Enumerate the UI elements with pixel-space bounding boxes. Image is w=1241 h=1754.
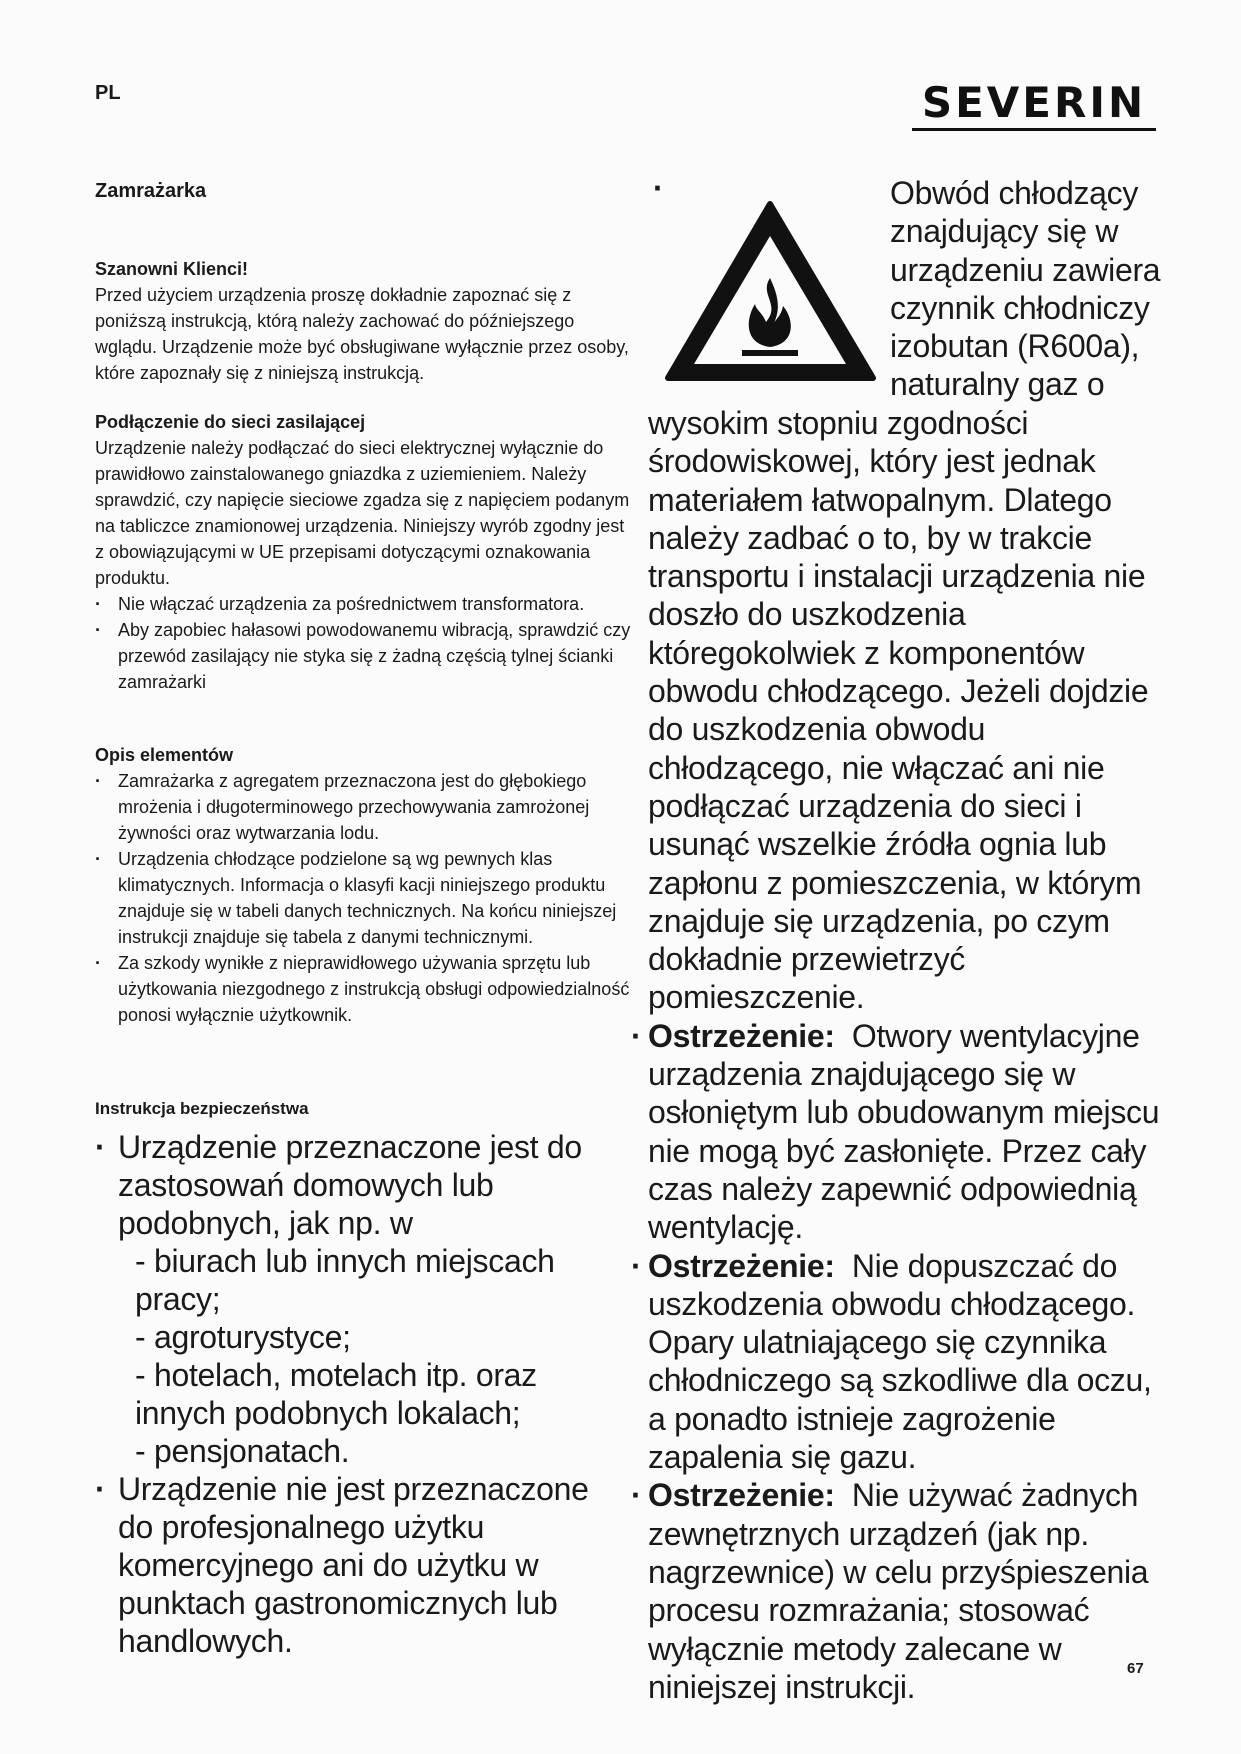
bullet-dot: · [631, 1017, 642, 1054]
bullet-dot: · [631, 1247, 642, 1284]
warning-label: Ostrzeżenie: [648, 1247, 835, 1284]
list-item [95, 1128, 615, 1470]
brand-name: SEVERIN [921, 78, 1147, 127]
warning-text: Otwory wentylacyjne urządzenia znajdującego się w osłoniętym lub obudowanym miejscu nie mogą być zasłonięte. Przez cały czas należy zapewnić odpowiednią wentylację. [648, 1017, 1160, 1246]
warning-text: Nie dopuszczać do uszkodzenia obwodu chłodzącego. Opary ulatniającego się czynnika chłodniczego są szkodliwe dla oczu, a ponadto istnieje zagrożenie zapalenia się gazu. [648, 1247, 1152, 1476]
list-item: · Aby zapobiec hałasowi powodowanemu wibracją, sprawdzić czy przewód zasilający nie styka się z żadną częścią tylnej ścianki zamrażarki [95, 617, 635, 695]
sublist-item: - agroturystyce; [135, 1319, 351, 1355]
logo-underline [912, 128, 1156, 131]
safety-list [95, 1128, 615, 1660]
sublist-item: - hotelach, motelach itp. oraz innych podobnych lokalach; [135, 1357, 537, 1431]
power-bullet-list [95, 591, 635, 695]
safety-sublist [118, 1242, 615, 1470]
language-code: PL [95, 82, 121, 104]
warning-item [631, 1017, 1168, 1247]
page-title: Zamrażarka [95, 180, 207, 202]
power-body: Urządzenie należy podłączać do sieci elektrycznej wyłącznie do prawidłowo zainstalowanego gniazdka z uziemieniem. Należy sprawdzić, czy napięcie sieciowe zgadza się z napięciem podanym na tabliczce znamionowej urządzenia. Niniejszy wyrób zgodny jest z obowiązującymi w UE przepisami dotyczącymi oznakowania produktu. [95, 438, 630, 588]
description-heading: Opis elementów [95, 745, 234, 765]
list-item: · Zamrażarka z agregatem przeznaczona jest do głębokiego mrożenia i długoterminowego przechowywania zamrożonej żywności oraz wytwarzania lodu. [95, 768, 635, 846]
warning-text: Nie używać żadnych zewnętrznych urządzeń (jak np. nagrzewnice) w celu przyśpieszenia procesu rozmrażania; stosować wyłącznie metody zalecane w niniejszej instrukcji. [648, 1477, 1149, 1705]
safety-list-container [95, 1128, 615, 1660]
brand-logo [912, 80, 1156, 131]
sublist-item: - biurach lub innych miejscach pracy; [135, 1243, 555, 1317]
safety-item-1: Urządzenie przeznaczone jest do zastosowań domowych lub podobnych, jak np. w [118, 1129, 582, 1241]
list-item: · Urządzenia chłodzące podzielone są wg pewnych klas klimatycznych. Informacja o klasyfi kacji niniejszego produktu znajduje się w tabeli danych technicznych. Na końcu niniejszej instrukcji znajduje się tabela z danymi technicznymi. [95, 846, 635, 950]
safety-section [95, 1096, 635, 1122]
flammable-warning-icon [663, 198, 878, 383]
greeting-heading: Szanowni Klienci! [95, 259, 249, 279]
power-section [95, 409, 635, 695]
page-number: 67 [1127, 1660, 1144, 1677]
description-section [95, 742, 635, 1028]
list-item: · Urządzenie nie jest przeznaczone do profesjonalnego użytku komercyjnego ani do użytku w punktach gastronomicznych lub handlowych. [95, 1470, 615, 1660]
warning-item [631, 1247, 1168, 1477]
right-column [631, 404, 1168, 1706]
list-item: · Nie włączać urządzenia za pośrednictwem transformatora. [95, 591, 635, 617]
sublist-item: - pensjonatach. [135, 1433, 350, 1469]
greeting-body: Przed użyciem urządzenia proszę dokładnie zapoznać się z poniższą instrukcją, którą należy zachować do późniejszego wglądu. Urządzenie może być obsługiwane wyłącznie przez osoby, które zapoznały się z niniejszą instrukcją. [95, 285, 629, 383]
refrigerant-intro-top: Obwód chłodzący znajdujący się w urządzeniu zawiera czynnik chłodniczy izobutan (R600a), naturalny gaz o [890, 175, 1161, 403]
warning-label: Ostrzeżenie: [648, 1017, 835, 1054]
power-heading: Podłączenie do sieci zasilającej [95, 412, 366, 432]
safety-heading: Instrukcja bezpieczeństwa [95, 1099, 309, 1118]
bullet-dot: · [653, 170, 664, 206]
bullet-dot: · [631, 1477, 642, 1514]
list-item: · Za szkody wynikłe z nieprawidłowego używania sprzętu lub użytkowania niezgodnego z instrukcją obsługi odpowiedzialność ponosi wyłącznie użytkownik. [95, 950, 635, 1028]
refrigerant-intro-rest: wysokim stopniu zgodności środowiskowej, który jest jednak materiałem łatwopalnym. Dlatego należy zadbać o to, by w trakcie transportu i instalacji urządzenia nie doszło do uszkodzenia któregokolwiek z komponentów obwodu chłodzącego. Jeżeli dojdzie do uszkodzenia obwodu chłodzącego, nie włączać ani nie podłączać urządzenia do sieci i usunąć wszelkie źródła ognia lub zapłonu z pomieszczenia, w którym znajduje się urządzenia, po czym dokładnie przewietrzyć pomieszczenie. [648, 405, 1149, 1016]
greeting-section [95, 256, 635, 386]
description-bullet-list [95, 768, 635, 1028]
warning-label: Ostrzeżenie: [648, 1477, 835, 1514]
warning-item [631, 1476, 1168, 1706]
